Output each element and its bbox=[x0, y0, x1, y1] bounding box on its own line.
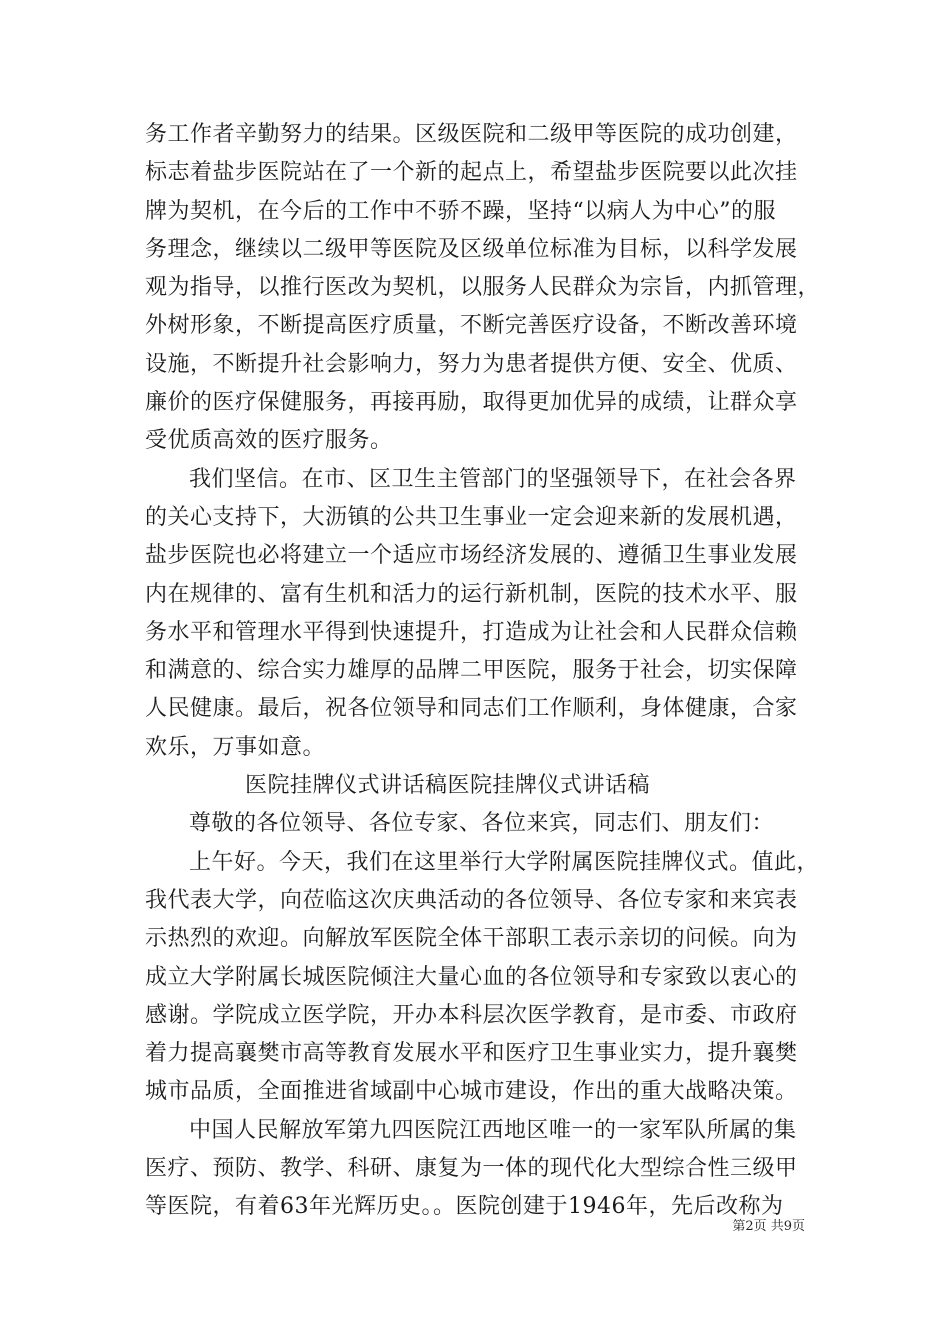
paragraph-start-line: 中国人民解放军第九四医院江西地区唯一的一家军队所属的集 bbox=[189, 1117, 797, 1143]
text-line: 设施，不断提升社会影响力，努力为患者提供方便、安全、优质、 bbox=[145, 351, 798, 377]
text-line: 务水平和管理水平得到快速提升，打造成为让社会和人民群众信赖 bbox=[145, 619, 798, 645]
text-line: 廉价的医疗保健服务，再接再励，取得更加优异的成绩，让群众享 bbox=[145, 390, 798, 416]
text-line: 着力提高襄樊市高等教育发展水平和医疗卫生事业实力，提升襄樊 bbox=[145, 1041, 798, 1067]
text-line: 内在规律的、富有生机和活力的运行新机制，医院的技术水平、服 bbox=[145, 581, 798, 607]
text-line: 务工作者辛勤努力的结果。区级医院和二级甲等医院的成功创建， bbox=[145, 122, 798, 147]
text-line: 盐步医院也必将建立一个适应市场经济发展的、遵循卫生事业发展 bbox=[145, 543, 798, 569]
text-line: 医疗、预防、教学、科研、康复为一体的现代化大型综合性三级甲 bbox=[145, 1156, 798, 1182]
text-line: 成立大学附属长城医院倾注大量心血的各位领导和专家致以衷心的 bbox=[145, 964, 798, 990]
text-line: 欢乐，万事如意。 bbox=[145, 734, 326, 760]
document-body bbox=[145, 116, 820, 1227]
text-line: 牌为契机，在今后的工作中不骄不躁，坚持“以病人为中心”的服 bbox=[145, 198, 776, 224]
text-line: 人民健康。最后，祝各位领导和同志们工作顺利，身体健康，合家 bbox=[145, 696, 798, 722]
text-line: 标志着盐步医院站在了一个新的起点上，希望盐步医院要以此次挂 bbox=[145, 160, 798, 186]
salutation-line: 尊敬的各位领导、各位专家、各位来宾，同志们、朋友们： bbox=[189, 811, 775, 837]
page-number-footer: 第2页 共9页 bbox=[732, 1219, 805, 1234]
text-line: 外树形象，不断提高医疗质量，不断完善医疗设备，不断改善环境 bbox=[145, 313, 798, 339]
text-line: 受优质高效的医疗服务。 bbox=[145, 428, 393, 454]
text-line: 观为指导，以推行医改为契机，以服务人民群众为宗旨，内抓管理， bbox=[145, 275, 821, 301]
text-line: 等医院，有着63年光辉历史。。医院创建于1946年，先后改称为 bbox=[145, 1194, 784, 1220]
paragraph-start-line: 我们坚信。在市、区卫生主管部门的坚强领导下，在社会各界 bbox=[189, 466, 797, 492]
text-line: 务理念，继续以二级甲等医院及区级单位标准为目标，以科学发展 bbox=[145, 236, 798, 262]
text-line: 和满意的、综合实力雄厚的品牌二甲医院，服务于社会，切实保障 bbox=[145, 658, 798, 684]
text-line: 城市品质，全面推进省域副中心城市建设，作出的重大战略决策。 bbox=[145, 1079, 798, 1105]
paragraph-start-line: 上午好。今天，我们在这里举行大学附属医院挂牌仪式。值此， bbox=[189, 849, 820, 875]
text-line: 我代表大学，向莅临这次庆典活动的各位领导、各位专家和来宾表 bbox=[145, 887, 798, 913]
text-line: 示热烈的欢迎。向解放军医院全体干部职工表示亲切的问候。向为 bbox=[145, 926, 798, 952]
section-title: 医院挂牌仪式讲话稿医院挂牌仪式讲话稿 bbox=[245, 773, 651, 799]
text-line: 的关心支持下，大沥镇的公共卫生事业一定会迎来新的发展机遇， bbox=[145, 504, 798, 530]
text-line: 感谢。学院成立医学院，开办本科层次医学教育，是市委、市政府 bbox=[145, 1002, 798, 1028]
